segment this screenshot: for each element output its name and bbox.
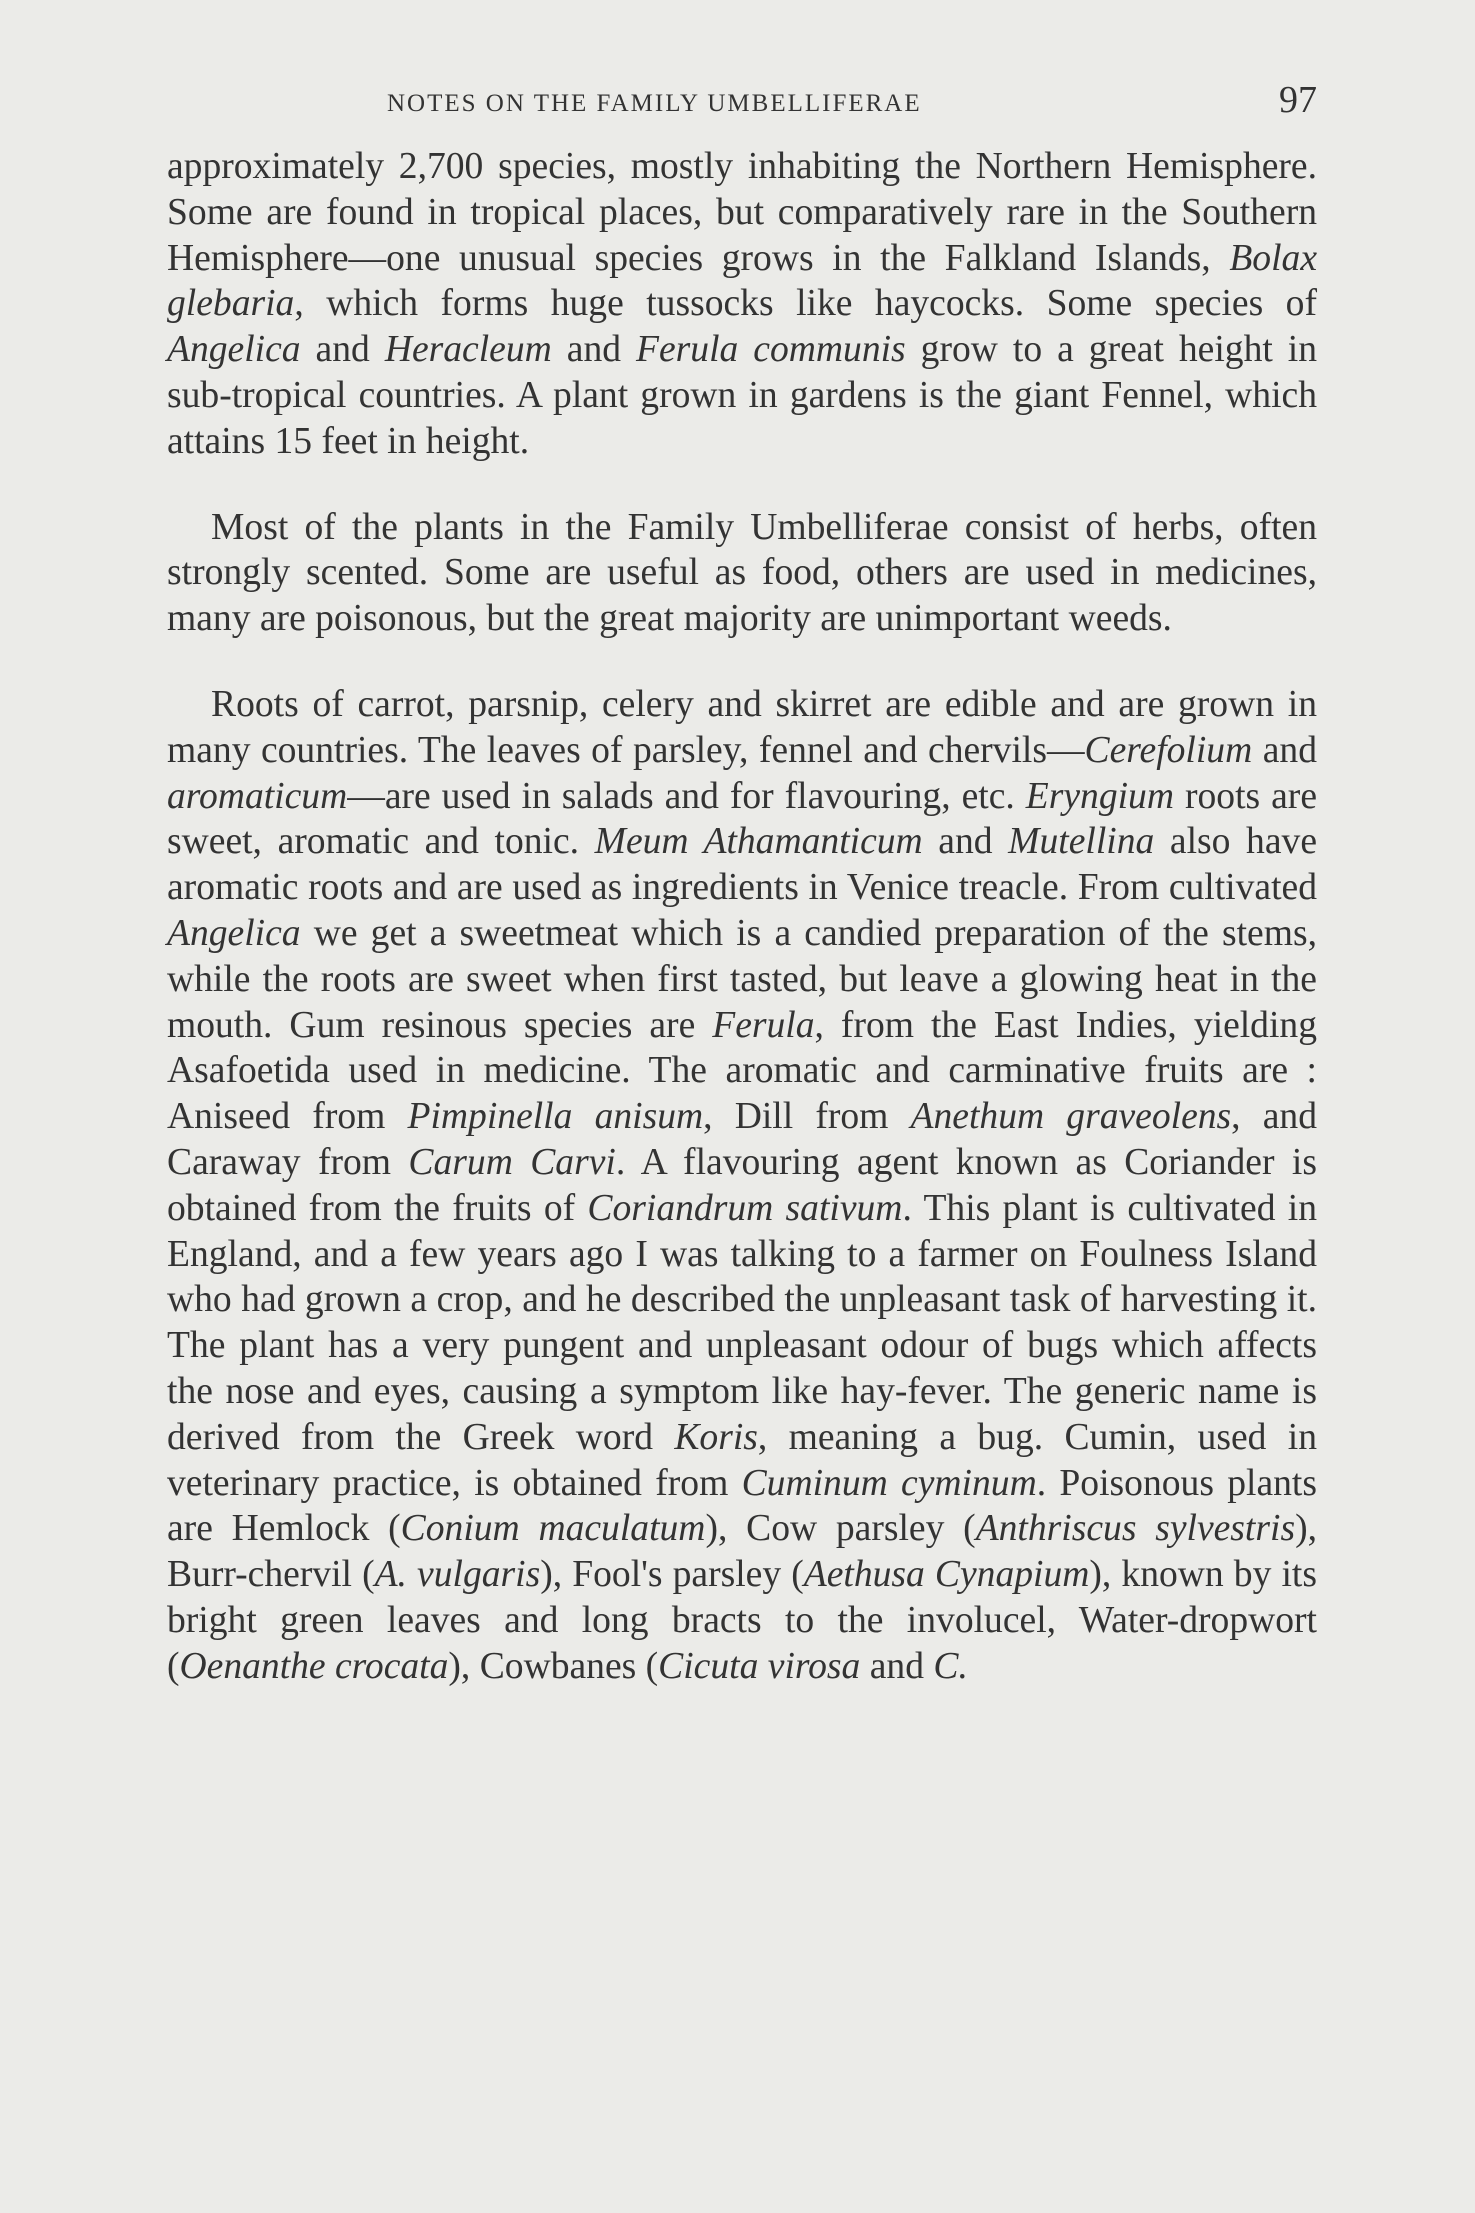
italic-term: Koris (674, 1416, 758, 1458)
italic-term: Coriandrum sativum (587, 1187, 903, 1229)
paragraph (167, 682, 1317, 1690)
italic-term: Mutellina (1008, 821, 1155, 863)
text-run: approximately 2,700 species, mostly inhabiting the Northern Hemisphere. Some are found in tropical places, but comparatively rare in the Southern Hemisphere—one unusual species grows in the Falkland Islands, (167, 146, 1317, 279)
italic-term: Bolax glebaria (167, 237, 1317, 325)
italic-term: Aethusa Cynapium (803, 1554, 1090, 1596)
italic-term: Eryngium (1025, 775, 1174, 817)
text-run: , meaning a bug. Cumin, used in veterinary practice, is obtained from (167, 1416, 1317, 1504)
text-run: ), known by its bright green leaves and long bracts to the involucel, Water-dropwort ( (167, 1554, 1317, 1687)
italic-term: Cerefolium (1084, 729, 1253, 771)
text-run: roots are sweet, aromatic and tonic. (167, 775, 1317, 863)
italic-term: Conium maculatum (400, 1508, 706, 1550)
italic-term: aromaticum (167, 775, 348, 817)
italic-term: Cicuta virosa (658, 1645, 861, 1687)
paragraph (167, 144, 1317, 465)
text-run: we get a sweetmeat which is a candied preparation of the stems, while the roots are sweet when first tasted, but leave a glowing heat in the mouth. Gum resinous species are (167, 912, 1317, 1046)
body-text (167, 144, 1317, 1690)
italic-term: C. (933, 1645, 968, 1687)
italic-term: Meum Athamanticum (594, 821, 923, 863)
text-run: Roots of carrot, parsnip, celery and skirret are edible and are grown in many countries. The leaves of parsley, fennel and chervils— (167, 683, 1317, 771)
text-run: and (922, 821, 1009, 863)
text-run: ), Burr-chervil ( (167, 1508, 1317, 1596)
text-run: , and Caraway from (167, 1096, 1317, 1183)
text-run: ), Cow parsley ( (705, 1508, 976, 1550)
italic-term: Ferula (712, 1004, 815, 1046)
book-page (167, 79, 1318, 2144)
text-run: and (300, 329, 385, 371)
italic-term: Anthriscus sylvestris (975, 1508, 1296, 1550)
text-run: and (860, 1645, 934, 1687)
text-run: and (551, 329, 637, 371)
text-run: —are used in salads and for flavouring, etc. (347, 775, 1026, 817)
text-run: also have aromatic roots and are used as ingredients in Venice treacle. From cultivated (167, 821, 1317, 909)
italic-term: A. vulgaris (374, 1554, 541, 1596)
italic-term: Cuminum cyminum (741, 1462, 1037, 1504)
text-run: . Poisonous plants are Hemlock ( (167, 1462, 1318, 1550)
text-run: ), Fool's parsley ( (540, 1554, 804, 1596)
italic-term: Angelica (167, 912, 301, 954)
text-run: grow to a great height in sub-tropical countries. A plant grown in gardens is the giant Fennel, which attains 15 feet in height. (167, 329, 1318, 462)
text-run: . This plant is cultivated in England, and a few years ago I was talking to a farmer on Foulness Island who had grown a crop, and he described the unpleasant task of harvesting it. The plant has a very pungent and unpleasant odour of bugs which affects the nose and eyes, causing a symptom like hay-fever. The generic name is derived from the Greek word (167, 1187, 1318, 1458)
italic-term: Angelica (167, 329, 301, 371)
paragraph (167, 505, 1317, 642)
text-run: , from the East Indies, yielding Asafoetida used in medicine. The aromatic and carminative fruits are : Aniseed from (167, 1004, 1317, 1138)
text-run: . A flavouring agent known as Coriander is obtained from the fruits of (167, 1141, 1317, 1229)
text-run: ), Cowbanes ( (448, 1645, 659, 1687)
italic-term: Anethum graveolens (910, 1096, 1232, 1138)
italic-term: Pimpinella anisum (407, 1096, 704, 1138)
italic-term: Heracleum (384, 329, 552, 371)
running-head (167, 79, 1317, 144)
page-number: 97 (1279, 79, 1317, 121)
italic-term: Ferula communis (636, 329, 906, 371)
text-run: and (1252, 729, 1317, 771)
italic-term: Carum Carvi (408, 1141, 616, 1183)
text-run: , which forms huge tussocks like haycocks. Some species of (294, 283, 1317, 325)
italic-term: Oenanthe crocata (179, 1645, 449, 1687)
text-run: Most of the plants in the Family Umbelliferae consist of herbs, often strongly scented. Some are useful as food, others are used in medicines, many are poisonous, but the great majority are unimportant weeds. (167, 506, 1317, 640)
text-run: , Dill from (703, 1096, 911, 1138)
running-title: NOTES ON THE FAMILY UMBELLIFERAE (387, 90, 922, 117)
